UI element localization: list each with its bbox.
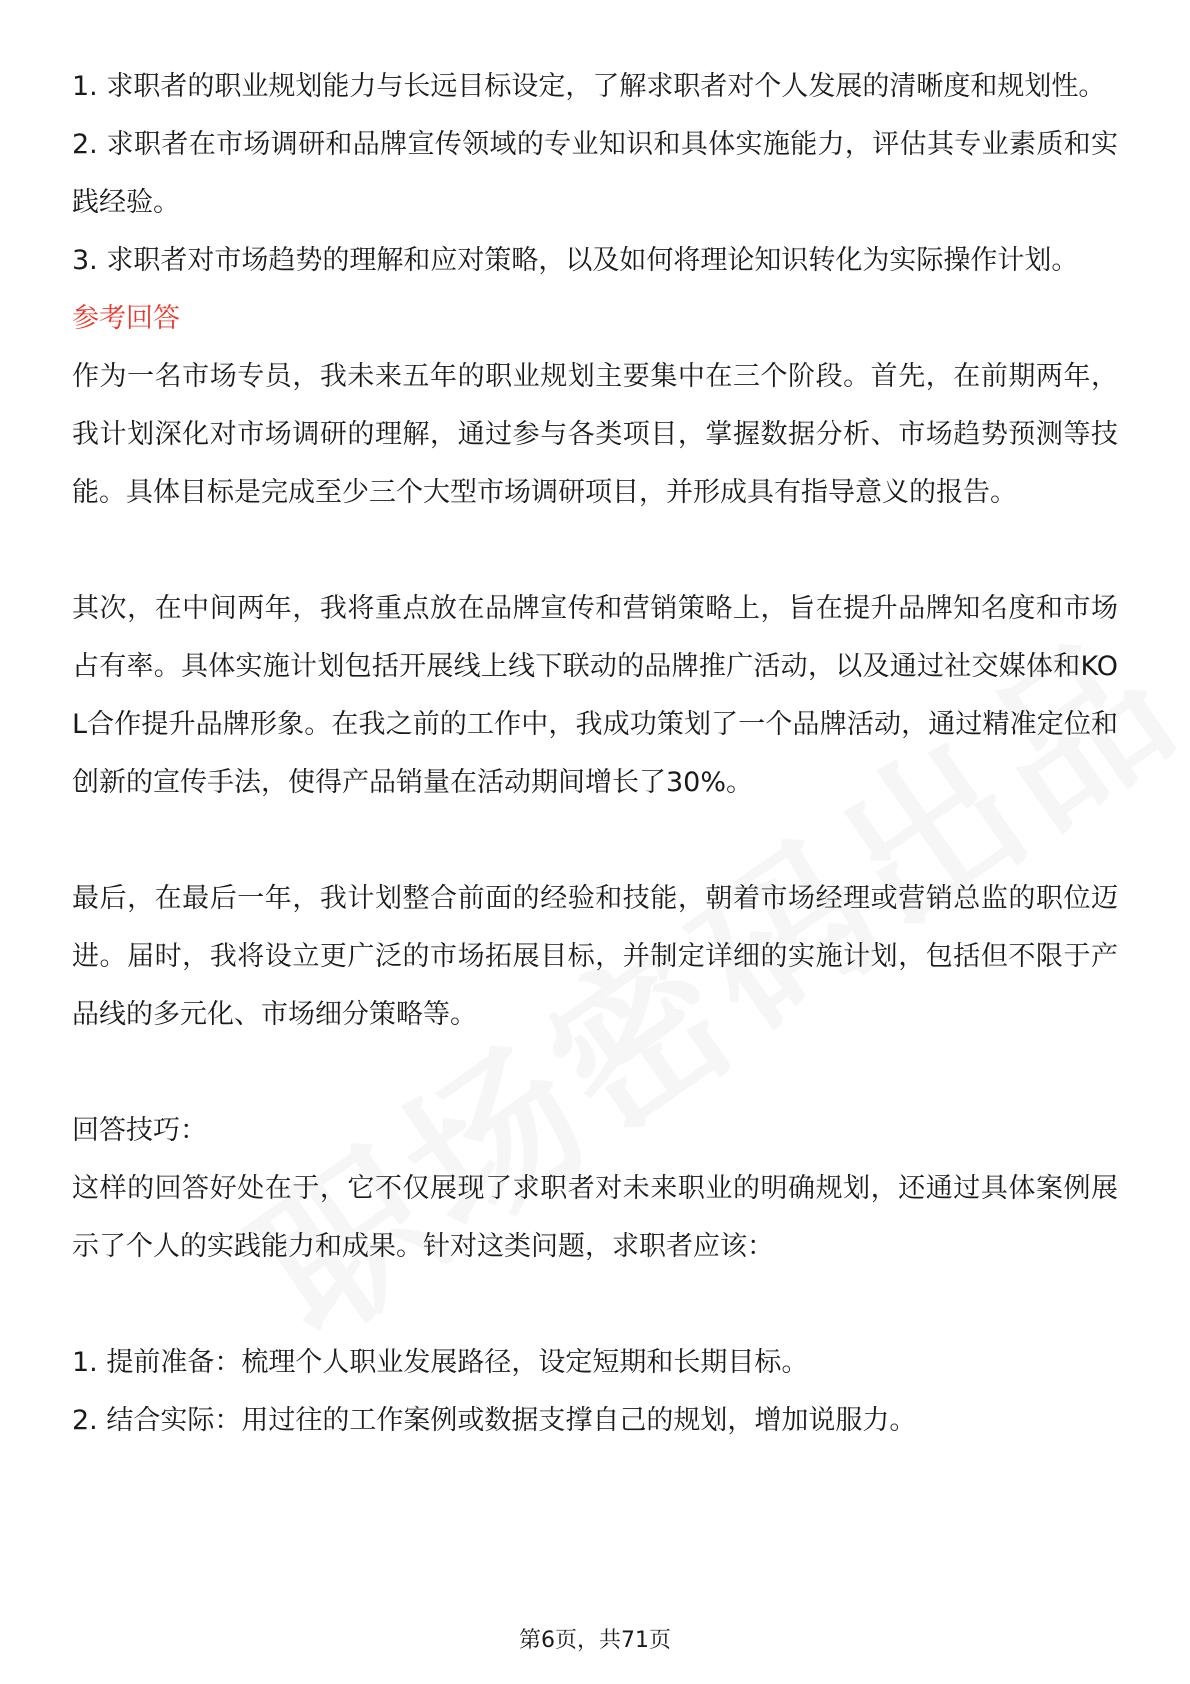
evaluation-point-1: 1. 求职者的职业规划能力与长远目标设定，了解求职者对个人发展的清晰度和规划性。 <box>72 71 1106 102</box>
evaluation-point-3: 3. 求职者对市场趋势的理解和应对策略，以及如何将理论知识转化为实际操作计划。 <box>72 245 1079 276</box>
evaluation-point-2: 2. 求职者在市场调研和品牌宣传领域的专业知识和具体实施能力，评估其专业素质和实践经验。 <box>72 129 1118 218</box>
tips-item-2: 2. 结合实际：用过往的工作案例或数据支撑自己的规划，增加说服力。 <box>72 1405 917 1436</box>
tips-intro: 这样的回答好处在于，它不仅展现了求职者对未来职业的明确规划，还通过具体案例展示了个人的实践能力和成果。针对这类问题，求职者应该： <box>72 1173 1118 1262</box>
document-body <box>72 58 1118 1450</box>
page-footer: 第6页，共71页 <box>519 1628 671 1653</box>
reference-answer-heading: 参考回答 <box>72 303 180 334</box>
answer-paragraph-1: 作为一名市场专员，我未来五年的职业规划主要集中在三个阶段。首先，在前期两年，我计划深化对市场调研的理解，通过参与各类项目，掌握数据分析、市场趋势预测等技能。具体目标是完成至少三个大型市场调研项目，并形成具有指导意义的报告。 <box>72 361 1118 508</box>
tips-heading: 回答技巧： <box>72 1115 207 1146</box>
tips-item-1: 1. 提前准备：梳理个人职业发展路径，设定短期和长期目标。 <box>72 1347 809 1378</box>
answer-paragraph-3: 最后，在最后一年，我计划整合前面的经验和技能，朝着市场经理或营销总监的职位迈进。届时，我将设立更广泛的市场拓展目标，并制定详细的实施计划，包括但不限于产品线的多元化、市场细分策略等。 <box>72 883 1118 1030</box>
answer-paragraph-2: 其次，在中间两年，我将重点放在品牌宣传和营销策略上，旨在提升品牌知名度和市场占有率。具体实施计划包括开展线上线下联动的品牌推广活动，以及通过社交媒体和KOL合作提升品牌形象。在我之前的工作中，我成功策划了一个品牌活动，通过精准定位和创新的宣传手法，使得产品销量在活动期间增长了30%。 <box>72 593 1118 798</box>
